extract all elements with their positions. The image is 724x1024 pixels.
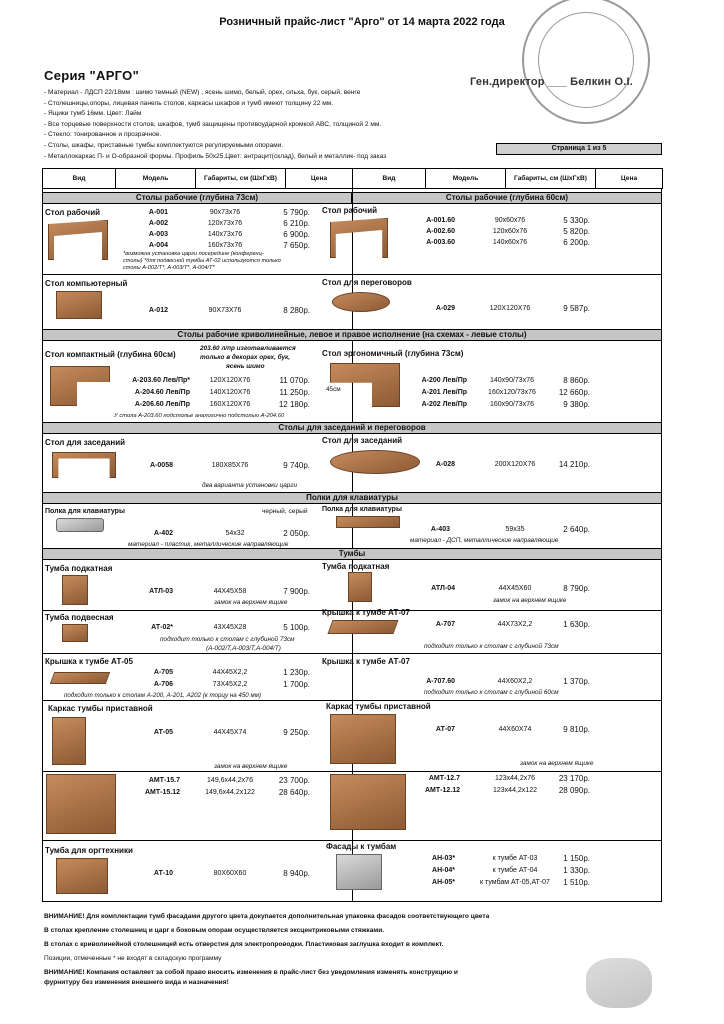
price: 7 650р. (283, 241, 310, 250)
dimensions: 90X73X76 (208, 307, 242, 314)
model-code: А-003.60 (426, 239, 455, 246)
item-name: Тумба подкатная (45, 564, 113, 573)
materials-list (44, 88, 504, 162)
product-image (327, 620, 398, 634)
model-code: А-402 (153, 530, 173, 537)
product-image (330, 714, 396, 764)
model-code: А-705 (153, 669, 173, 676)
price: 14 210р. (558, 460, 590, 469)
price: 5 820р. (563, 227, 590, 236)
note: только в декорах орех, бук, (200, 354, 291, 361)
director-signature: Ген.директор ___ Белкин О.І. (470, 76, 634, 88)
model-code: А-012 (148, 307, 168, 314)
model-code: АТ-05 (153, 729, 173, 736)
col-view: Вид (43, 169, 116, 189)
materials-line: - Столы, шкафы, приставные тумбы комплектуются регулируемыми опорами. (44, 141, 284, 149)
price: 1 700р. (283, 680, 310, 689)
series-title: Серия "АРГО" (44, 68, 140, 83)
color-note: черный, серый (262, 508, 308, 515)
item-name: Каркас тумбы приставной (48, 704, 153, 713)
note: замок на верхнем ящике (493, 597, 567, 604)
footer-note: ВНИМАНИЕ! Компания оставляет за собой право вносить изменения в прайс-лист без уведомления изменять конструкцию и (44, 969, 458, 976)
dimensions: 123x44,2x76 (494, 775, 536, 782)
dimensions: 120x73x76 (207, 220, 243, 227)
product-image (62, 575, 88, 605)
item-name: Стол для заседаний (322, 436, 403, 445)
note: материал - пластик, металлические направляющие (128, 541, 289, 548)
note: замок на верхнем ящике (214, 599, 288, 606)
model-code: АТЛ-03 (149, 588, 173, 595)
item-name: Фасады к тумбам (326, 842, 397, 851)
model-code: А-403 (430, 526, 450, 533)
price: 8 940р. (283, 869, 310, 878)
price: 12 660р. (558, 388, 590, 397)
price: 1 370р. (563, 677, 590, 686)
model-code: А-707 (435, 621, 455, 628)
price: 8 860р. (563, 376, 590, 385)
item-name: Стол рабочий (322, 206, 378, 215)
price: 1 330р. (563, 866, 590, 875)
col-model: Модель (426, 169, 506, 189)
price: 2 640р. (563, 525, 590, 534)
note: (А-002/Т,А-003/Т,А-004/Т) (206, 645, 281, 652)
price: 23 700р. (278, 776, 310, 785)
item-name: Стол компьютерный (45, 279, 128, 288)
model-code: АМТ-12.12 (424, 787, 460, 794)
dimensions: 160x90/73x76 (490, 401, 534, 408)
dimensions: 44X45X2,2 (212, 669, 248, 676)
dimensions: к тумбе АТ-04 (492, 867, 538, 874)
note: два варианта установки царги (202, 482, 298, 489)
note: ясень шимо (226, 363, 265, 370)
dimensions: 160x73x76 (207, 242, 243, 249)
dimensions: 140x60x76 (492, 239, 528, 246)
dimensions: 123x44,2x122 (493, 787, 537, 794)
item-name: Крышка к тумбе АТ-07 (322, 657, 410, 666)
price: 1 510р. (563, 878, 590, 887)
product-image (56, 291, 102, 319)
dimensions: 140x73x76 (207, 231, 243, 238)
stamp-mark (586, 958, 652, 1008)
model-code: А-002.60 (426, 228, 455, 235)
product-image (52, 717, 86, 765)
price: 6 210р. (283, 219, 310, 228)
price: 9 380р. (563, 400, 590, 409)
price: 9 250р. (283, 728, 310, 737)
dimensions: 180X85X76 (211, 462, 249, 469)
model-code: АМТ-15.7 (148, 777, 180, 784)
dimensions: 140X120X76 (209, 389, 251, 396)
model-code: А-029 (435, 305, 455, 312)
dimensions: 120X120X76 (489, 305, 531, 312)
item-name: Стол компактный (глубина 60см) (45, 350, 176, 359)
dimensions: 160X120X76 (209, 401, 251, 408)
model-code: А-001.60 (426, 217, 455, 224)
price: 11 070р. (279, 376, 310, 385)
dimensions: 59x35 (505, 526, 525, 533)
price: 9 587р. (563, 304, 590, 313)
row-divider (42, 771, 662, 772)
item-name: Тумба для оргтехники (45, 846, 133, 855)
price: 1 150р. (563, 854, 590, 863)
company-seal (522, 0, 650, 124)
price: 28 090р. (558, 786, 590, 795)
note: подходит только к столам с глубиной 60см (424, 689, 559, 696)
model-code: АН-03* (432, 855, 455, 862)
dimensions: 44X73X2,2 (497, 621, 533, 628)
materials-line: - Все торцевые поверхности столов, шкафов, тумб защищены противоударной кромкой АВС, толщиной 2 мм. (44, 120, 382, 128)
dimensions: 120X120X76 (209, 377, 251, 384)
model-code: АМТ-12.7 (428, 775, 460, 782)
product-image (56, 858, 108, 894)
price: 11 250р. (279, 388, 310, 397)
row-divider (42, 274, 662, 275)
dimensions: 80X60X60 (213, 870, 247, 877)
section-header: Столы рабочие (глубина 60см) (352, 192, 662, 204)
product-image (348, 572, 372, 602)
model-code: АМТ-15.12 (144, 789, 180, 796)
section-header: Тумбы (42, 548, 662, 560)
price: 8 280р. (283, 306, 310, 315)
product-image (336, 516, 400, 528)
dimensions: 149,6x44,2x122 (205, 789, 255, 796)
col-price: Цена (286, 169, 353, 189)
item-name: Стол для заседаний (45, 438, 126, 447)
materials-line: - Ящики тумб 16мм. Цвет: Лайм (44, 110, 142, 118)
product-image (56, 518, 104, 532)
note: столы А-002/Т*, А-003/Т*, А-004/Т* (123, 265, 215, 271)
col-model: Модель (116, 169, 196, 189)
model-code: АН-05* (432, 879, 455, 886)
dimensions: 149,6x44,2x76 (207, 777, 253, 784)
note: 203.60 л/пр изготавливается (200, 345, 296, 352)
row-divider (42, 653, 662, 654)
section-header: Столы рабочие криволинейные, левое и правое исполнение (на схемах - левые столы) (42, 329, 662, 341)
page-title: Розничный прайс-лист "Арго" от 14 марта 2022 года (219, 16, 505, 28)
footer-note: ВНИМАНИЕ! Для комплектации тумб фасадами другого цвета докупается дополнительная упаковка фасадов соответствующего цвета (44, 913, 490, 920)
model-code: АТ-10 (153, 870, 173, 877)
footer-note: фурнитуру без изменения внешнего вида и назначения! (44, 979, 229, 986)
model-code: АТ-07 (435, 726, 455, 733)
model-code: АТЛ-04 (431, 585, 455, 592)
model-code: А-204.60 Лев/Пр (134, 389, 190, 396)
dimensions: к тумбам АТ-05,АТ-07 (480, 879, 550, 886)
dimensions: 73X45X2,2 (212, 681, 248, 688)
footer-note: Позиции, отмеченные * не входят в складскую программу (44, 955, 222, 962)
dimensions: 44X60X2,2 (497, 678, 533, 685)
note: подходит только к столам с глубиной 73см (160, 636, 295, 643)
note: У стола А-203.60 подстолье аналогично подстолью А-204.60 (114, 413, 285, 419)
product-image (50, 672, 110, 684)
model-code: А-004 (148, 242, 168, 249)
item-name: Полка для клавиатуры (45, 508, 125, 515)
item-name: Тумба подвесная (45, 613, 114, 622)
dimensions: 44X45X58 (213, 588, 247, 595)
model-code: А-028 (435, 461, 455, 468)
dimensions: 44X45X74 (213, 729, 247, 736)
materials-line: - Материал - ЛДСП 22/18мм : шимо темный (NEW) , ясень шимо, белый, орех, ольха, бук, серый, венге (44, 89, 361, 96)
materials-line: - Столешницы,опоры, лицевая панель столов, каркасы шкафов и тумб имеют толщину 22 мм. (44, 99, 334, 107)
note: столы) *для подвесной тумбы АТ-02 используются только (123, 258, 281, 264)
item-name: Стол рабочий (45, 208, 101, 217)
col-dims: Габариты, см (ШхГхВ) (196, 169, 286, 189)
section-header: Столы для заседаний и переговоров (42, 422, 662, 434)
item-name: Крышка к тумбе АТ-07 (322, 608, 410, 617)
price: 5 100р. (283, 623, 310, 632)
col-view: Вид (353, 169, 426, 189)
note: *возможна установка царги посередине (конференц- (123, 251, 264, 257)
model-code: А-203.60 Лев/Пр* (132, 377, 190, 384)
item-name: Тумба подкатная (322, 562, 390, 571)
materials-line: - Стекло: тонированное и прозрачное. (44, 131, 162, 139)
model-code: А-206.60 Лев/Пр (134, 401, 190, 408)
model-code: А-001 (148, 209, 168, 216)
model-code: АН-04* (432, 867, 455, 874)
model-code: АТ-02* (151, 624, 173, 631)
row-divider (42, 840, 662, 841)
materials-line: - Металлокаркас П- и О-образной формы. Профиль 50x25.Цвет: антрацит(склад), белый и металлик- под заказ (44, 152, 387, 160)
price: 6 200р. (563, 238, 590, 247)
price: 9 740р. (283, 461, 310, 470)
row-divider (42, 700, 662, 701)
price: 5 790р. (283, 208, 310, 217)
dimensions: 54x32 (225, 530, 245, 537)
item-name: Стол эргономичный (глубина 73см) (322, 349, 464, 358)
model-code: А-200 Лев/Пр (421, 377, 467, 384)
model-code: А-707.60 (426, 678, 455, 685)
model-code: А-003 (148, 231, 168, 238)
dimensions: 140x90/73x76 (490, 377, 534, 384)
price: 6 900р. (283, 230, 310, 239)
product-image (336, 854, 382, 890)
price: 8 790р. (563, 584, 590, 593)
dimensions: 44X60X74 (498, 726, 532, 733)
section-header: Столы рабочие (глубина 73см) (42, 192, 352, 204)
dimensions: 120x60x76 (492, 228, 528, 235)
price: 9 810р. (563, 725, 590, 734)
item-name: Полка для клавиатуры (322, 506, 402, 513)
section-header: Полки для клавиатуры (42, 492, 662, 504)
product-image (46, 774, 116, 834)
dimensions: 44X45X60 (498, 585, 532, 592)
product-image (330, 774, 406, 830)
dimensions: 160x120/73x76 (488, 389, 536, 396)
note: замок на верхнем ящике (214, 763, 288, 770)
dimensions: 90x73x76 (209, 209, 241, 216)
col-price: Цена (596, 169, 663, 189)
price: 28 640р. (278, 788, 310, 797)
footer-note: В столах с криволинейной столешницей есть отверстия для электропроводки. Пластиковая заглушка входит в комплект. (44, 941, 444, 948)
price: 2 050р. (283, 529, 310, 538)
price: 12 180р. (278, 400, 310, 409)
product-image (62, 624, 88, 642)
model-code: А-201 Лев/Пр (421, 389, 467, 396)
col-dims: Габариты, см (ШхГхВ) (506, 169, 596, 189)
model-code: А-0058 (150, 462, 173, 469)
footer-note: В столах крепление столешниц и царг к боковым опорам осуществляется эксцентриковыми стяжками. (44, 927, 385, 934)
price-table-header (42, 168, 663, 189)
dimension-mark: 45см (326, 386, 341, 393)
note: подходит только к столам с глубиной 73см (424, 643, 559, 650)
product-image (332, 292, 390, 312)
model-code: А-202 Лев/Пр (421, 401, 467, 408)
price: 7 900р. (283, 587, 310, 596)
item-name: Каркас тумбы приставной (326, 702, 431, 711)
page-indicator: Страница 1 из 5 (496, 143, 662, 155)
price: 23 170р. (558, 774, 590, 783)
item-name: Крышка к тумбе АТ-05 (45, 657, 133, 666)
note: подходит только к столам А-200, А-201, А202 (к торцу на 450 мм) (64, 692, 262, 699)
model-code: А-706 (153, 681, 173, 688)
price: 1 630р. (563, 620, 590, 629)
dimensions: к тумбе АТ-03 (492, 855, 538, 862)
note: замок на верхнем ящике (520, 760, 594, 767)
dimensions: 43X45X28 (213, 624, 247, 631)
dimensions: 90x60x76 (494, 217, 526, 224)
dimensions: 200X120X76 (494, 461, 536, 468)
note: материал - ДСП, металлические направляющие (410, 537, 559, 544)
price: 5 330р. (563, 216, 590, 225)
price: 1 230р. (283, 668, 310, 677)
item-name: Стол для переговоров (322, 278, 412, 287)
model-code: А-002 (148, 220, 168, 227)
